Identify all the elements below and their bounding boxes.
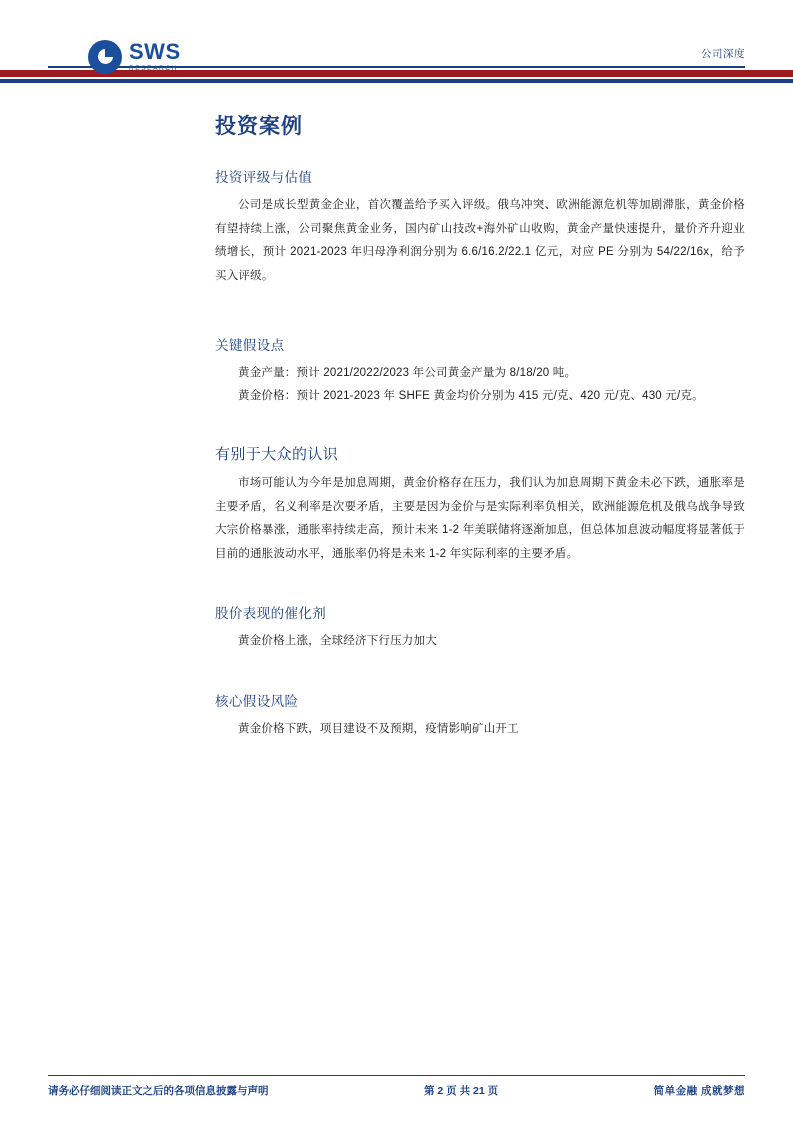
logo-title: SWS [129, 39, 181, 65]
section-heading: 股价表现的催化剂 [215, 606, 327, 622]
section-spacer [215, 586, 745, 602]
section-heading: 关键假设点 [215, 338, 285, 354]
footer-disclaimer: 请务必仔细阅读正文之后的各项信息披露与声明 [48, 1084, 269, 1097]
section-valuation [215, 166, 745, 288]
document-body [215, 110, 745, 761]
section-assumptions [215, 334, 745, 407]
section-paragraph: 黄金产量：预计 2021/2022/2023 年公司黄金产量为 8/18/20 吨。 [238, 367, 577, 380]
page-footer [48, 1080, 745, 1100]
section-risks [215, 690, 745, 742]
section-spacer [215, 308, 745, 334]
logo-text-block [129, 41, 181, 73]
footer-slogan: 简单金融 成就梦想 [653, 1084, 745, 1097]
sws-research-logo [88, 40, 181, 74]
footer-page-number: 第 2 页 共 21 页 [423, 1084, 499, 1097]
logo-subtitle: RESEARCH [129, 65, 178, 73]
section-spacer [215, 427, 745, 443]
section-heading: 核心假设风险 [215, 693, 299, 709]
section-heading: 投资评级与估值 [215, 170, 313, 185]
header-category-label: 公司深度 [701, 48, 745, 60]
section-spacer [215, 674, 745, 690]
sws-logo-icon [88, 40, 122, 74]
section-paragraph: 黄金价格：预计 2021-2023 年 SHFE 黄金均价分别为 415 元/克、420 元/克、430 元/克。 [238, 389, 704, 402]
page-header [0, 0, 793, 92]
section-catalysts [215, 602, 745, 654]
section-paragraph: 黄金价格上涨，全球经济下行压力加大 [238, 635, 437, 648]
section-paragraph: 黄金价格下跌，项目建设不及预期，疫情影响矿山开工 [238, 722, 519, 735]
footer-divider-line [48, 1075, 745, 1077]
section-paragraph: 公司是成长型黄金企业，首次覆盖给予买入评级。俄乌冲突、欧洲能源危机等加剧滞胀，黄金价格有望持续上涨，公司聚焦黄金业务，国内矿山技改+海外矿山收购，黄金产量快速提升，量价齐升迎业绩增长，预计 2021-2023 年归母净利润分别为 6.6/16.2/22.1 亿元，对应 PE 分别为 54/22/16x，给予买入评级。 [215, 199, 745, 282]
page-title: 投资案例 [215, 115, 303, 138]
section-heading: 有别于大众的认识 [215, 446, 339, 464]
section-paragraph: 市场可能认为今年是加息周期，黄金价格存在压力，我们认为加息周期下黄金未必下跌，通胀率是主要矛盾，名义利率是次要矛盾，主要是因为金价与是实际利率负相关，欧洲能源危机及俄乌战争导致大宗价格暴涨，通胀率持续走高，预计未来 1-2 年美联储将逐渐加息，但总体加息波动幅度将显著低于目前的通胀波动水平，通胀率仍将是未来 1-2 年实际利率的主要矛盾。 [215, 477, 745, 560]
section-differentiated-view [215, 443, 745, 566]
header-band-blue [0, 79, 793, 83]
